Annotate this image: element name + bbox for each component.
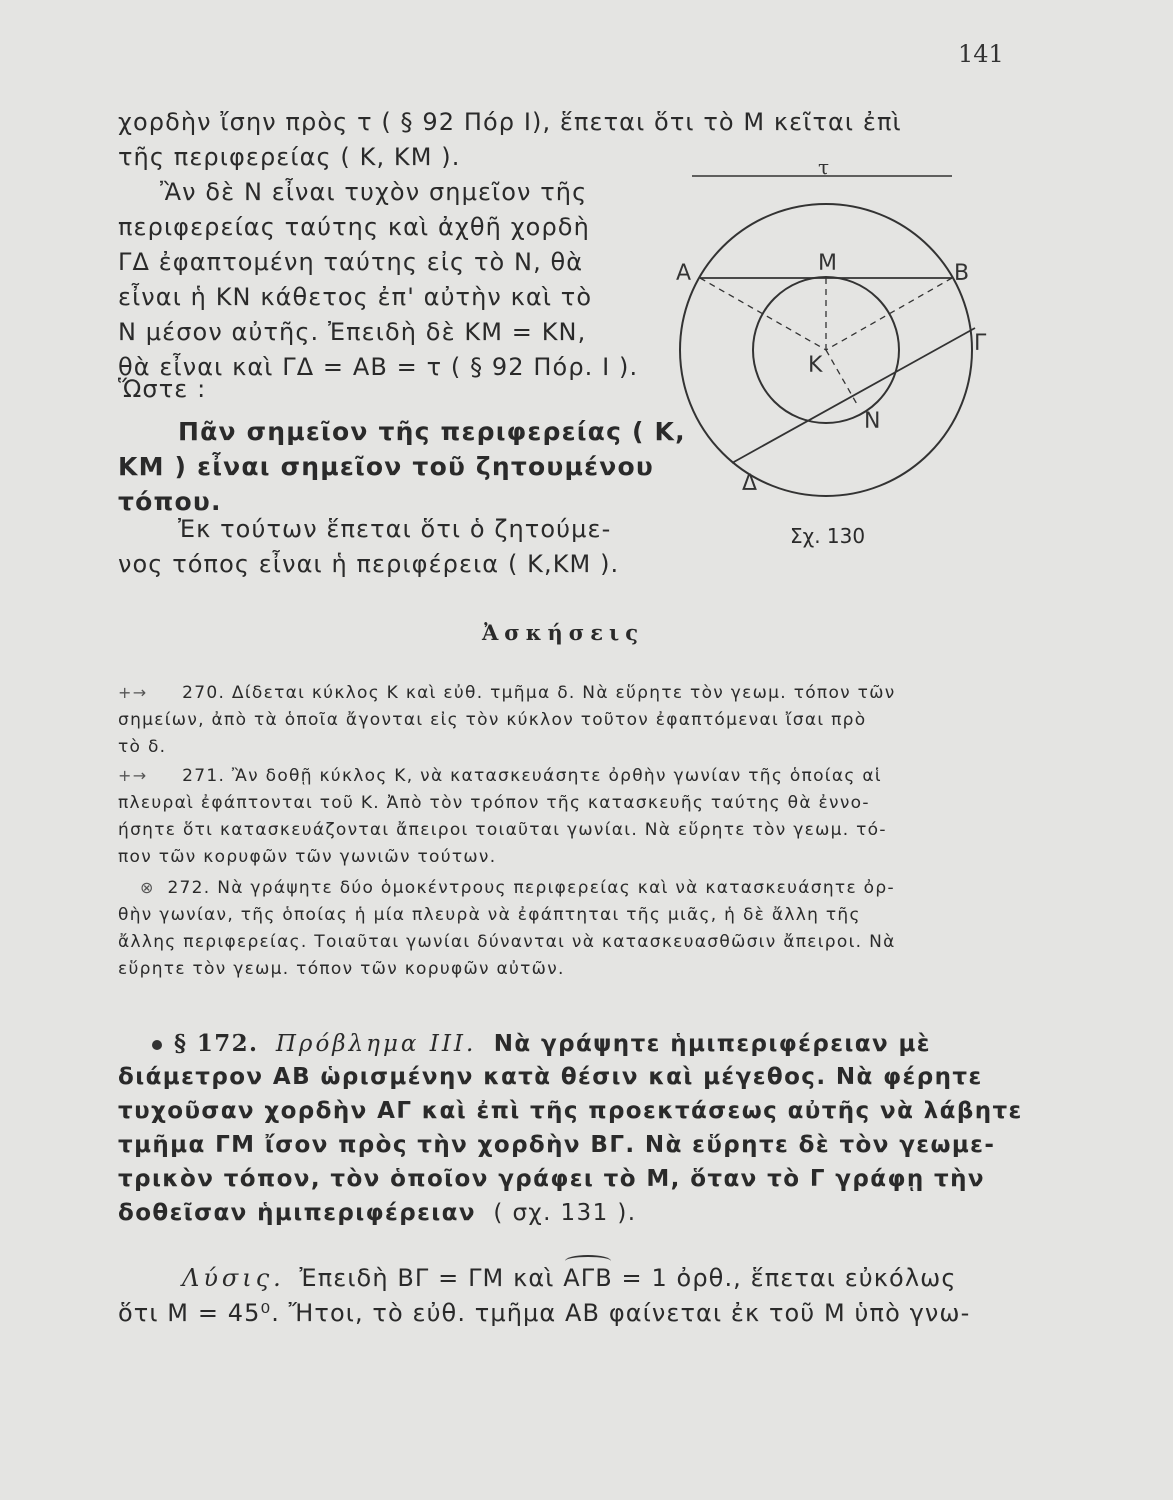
- text-line: θὰ εἶναι καὶ ΓΔ = ΑΒ = τ ( § 92 Πόρ. Ι ).: [118, 353, 639, 381]
- text-line: Ὥστε :: [118, 375, 207, 403]
- text-line: νος τόπος εἶναι ἡ περιφέρεια ( Κ,ΚΜ ).: [118, 550, 620, 578]
- exercise-line: 272. Νὰ γράψητε δύο ὁμοκέντρους περιφερείας καὶ νὰ κατασκευάσητε ὀρ-: [167, 878, 895, 898]
- theorem-line: ΚΜ ) εἶναι σημεῖον τοῦ ζητουμένου: [118, 452, 654, 481]
- solution-label: Λύσις.: [182, 1264, 285, 1292]
- problem-line: τρικὸν τόπον, τὸν ὁποῖον γράφει τὸ Μ, ὅταν τὸ Γ γράφῃ τὴν: [118, 1166, 985, 1192]
- text-line: εἶναι ἡ ΚΝ κάθετος ἐπ' αὐτὴν καὶ τὸ: [118, 283, 593, 311]
- exercise-line: σημείων, ἀπὸ τὰ ὁποῖα ἄγονται εἰς τὸν κύκλον τοῦτον ἐφαπτόμεναι ἴσαι πρὸ: [118, 710, 867, 730]
- problem-text: Νὰ γράψητε ἡμιπεριφέρειαν μὲ: [493, 1031, 931, 1057]
- text-line: Ν μέσον αὐτῆς. Ἐπειδὴ δὲ ΚΜ = ΚΝ,: [118, 318, 587, 346]
- label-m: Μ: [818, 251, 837, 276]
- exercise-line: θὴν γωνίαν, τῆς ὁποίας ἡ μία πλευρὰ νὰ ἐφάπτηται τῆς μιᾶς, ἡ δὲ ἄλλη τῆς: [118, 905, 861, 925]
- figure-130: [670, 160, 990, 560]
- exercise-line: πον τῶν κορυφῶν τῶν γωνιῶν τούτων.: [118, 847, 497, 867]
- label-k: Κ: [808, 353, 823, 378]
- exercise-line: τὸ δ.: [118, 737, 167, 757]
- problem-title: Πρόβλημα ΙΙΙ.: [275, 1031, 477, 1057]
- text-line: Ἂν δὲ Ν εἶναι τυχὸν σημεῖον τῆς: [160, 178, 588, 206]
- figure-caption: Σχ. 130: [790, 524, 866, 548]
- text-line: περιφερείας ταύτης καὶ ἀχθῆ χορδὴ: [118, 213, 590, 241]
- exercise-271: [118, 766, 882, 786]
- text-line: χορδὴν ἴσην πρὸς τ ( § 92 Πόρ Ι), ἕπεται ὅτι τὸ Μ κεῖται ἐπὶ: [118, 108, 902, 136]
- problem-line: τμῆμα ΓΜ ἴσον πρὸς τὴν χορδὴν ΒΓ. Νὰ εὕρητε δὲ τὸν γεωμε-: [118, 1132, 996, 1158]
- exercise-line: 271. Ἂν δοθῇ κύκλος Κ, νὰ κατασκευάσητε ὀρθὴν γωνίαν τῆς ὁποίας αἱ: [182, 766, 882, 786]
- theorem-line: τόπου.: [118, 487, 222, 516]
- exercise-270: [118, 683, 896, 703]
- solution-text: = 1 ὀρθ., ἕπεται εὐκόλως: [621, 1264, 957, 1292]
- label-a: Α: [676, 261, 692, 286]
- solution-text: Ἐπειδὴ ΒΓ = ΓΜ καὶ: [299, 1264, 555, 1292]
- problem-line: διάμετρον ΑΒ ὡρισμένην κατὰ θέσιν καὶ μέγεθος. Νὰ φέρητε: [118, 1064, 983, 1090]
- exercises-heading: Ἀσκήσεις: [482, 620, 644, 645]
- arc-notation: ΑΓΒ: [563, 1264, 613, 1292]
- solution-line: ὅτι Μ = 45⁰. Ἤτοι, τὸ εὐθ. τμῆμα ΑΒ φαίνεται ἐκ τοῦ Μ ὑπὸ γνω-: [118, 1299, 971, 1327]
- problem-line: τυχοῦσαν χορδὴν ΑΓ καὶ ἐπὶ τῆς προεκτάσεως αὐτῆς νὰ λάβητε: [118, 1098, 1023, 1124]
- arrow-mark-icon: +→: [118, 683, 148, 702]
- text-line: τῆς περιφερείας ( Κ, ΚΜ ).: [118, 143, 461, 171]
- crossed-circle-icon: ⊗: [140, 878, 155, 897]
- label-gamma: Γ: [974, 331, 987, 356]
- exercise-272: [140, 878, 895, 898]
- label-n: Ν: [864, 409, 881, 434]
- theorem-line: Πᾶν σημεῖον τῆς περιφερείας ( Κ,: [178, 417, 686, 446]
- section-number: § 172.: [174, 1030, 259, 1057]
- problem-text: δοθεῖσαν ἡμιπεριφέρειαν: [118, 1200, 476, 1226]
- arrow-mark-icon: +→: [118, 766, 148, 785]
- exercise-line: ἄλλης περιφερείας. Τοιαῦται γωνίαι δύνανται νὰ κατασκευασθῶσιν ἄπειροι. Νὰ: [118, 932, 896, 952]
- exercise-line: πλευραὶ ἐφάπτονται τοῦ Κ. Ἀπὸ τὸν τρόπον τῆς κατασκευῆς ταύτης θὰ ἐννο-: [118, 793, 870, 813]
- text-line: Ἐκ τούτων ἕπεται ὅτι ὁ ζητούμε-: [178, 515, 612, 543]
- label-tau: τ: [818, 160, 830, 179]
- problem-last-line: [118, 1200, 636, 1226]
- problem-title-line: [152, 1030, 931, 1057]
- page-number: 141: [958, 40, 1004, 68]
- label-delta: Δ: [742, 471, 758, 496]
- segment-kn: [826, 350, 858, 406]
- exercise-line: ήσητε ὅτι κατασκευάζονται ἄπειροι τοιαῦται γωνίαι. Νὰ εὕρητε τὸν γεωμ. τό-: [118, 820, 887, 840]
- exercise-line: 270. Δίδεται κύκλος Κ καὶ εὐθ. τμῆμα δ. Νὰ εὕρητε τὸν γεωμ. τόπον τῶν: [182, 683, 896, 703]
- label-b: Β: [954, 261, 970, 286]
- bullet-icon: [152, 1040, 162, 1050]
- solution-line: [182, 1264, 957, 1292]
- text-line: ΓΔ ἐφαπτομένη ταύτης εἰς τὸ Ν, θὰ: [118, 248, 584, 276]
- figure-reference: ( σχ. 131 ).: [493, 1200, 637, 1226]
- exercise-line: εὕρητε τὸν γεωμ. τόπον τῶν κορυφῶν αὐτῶν.: [118, 959, 565, 979]
